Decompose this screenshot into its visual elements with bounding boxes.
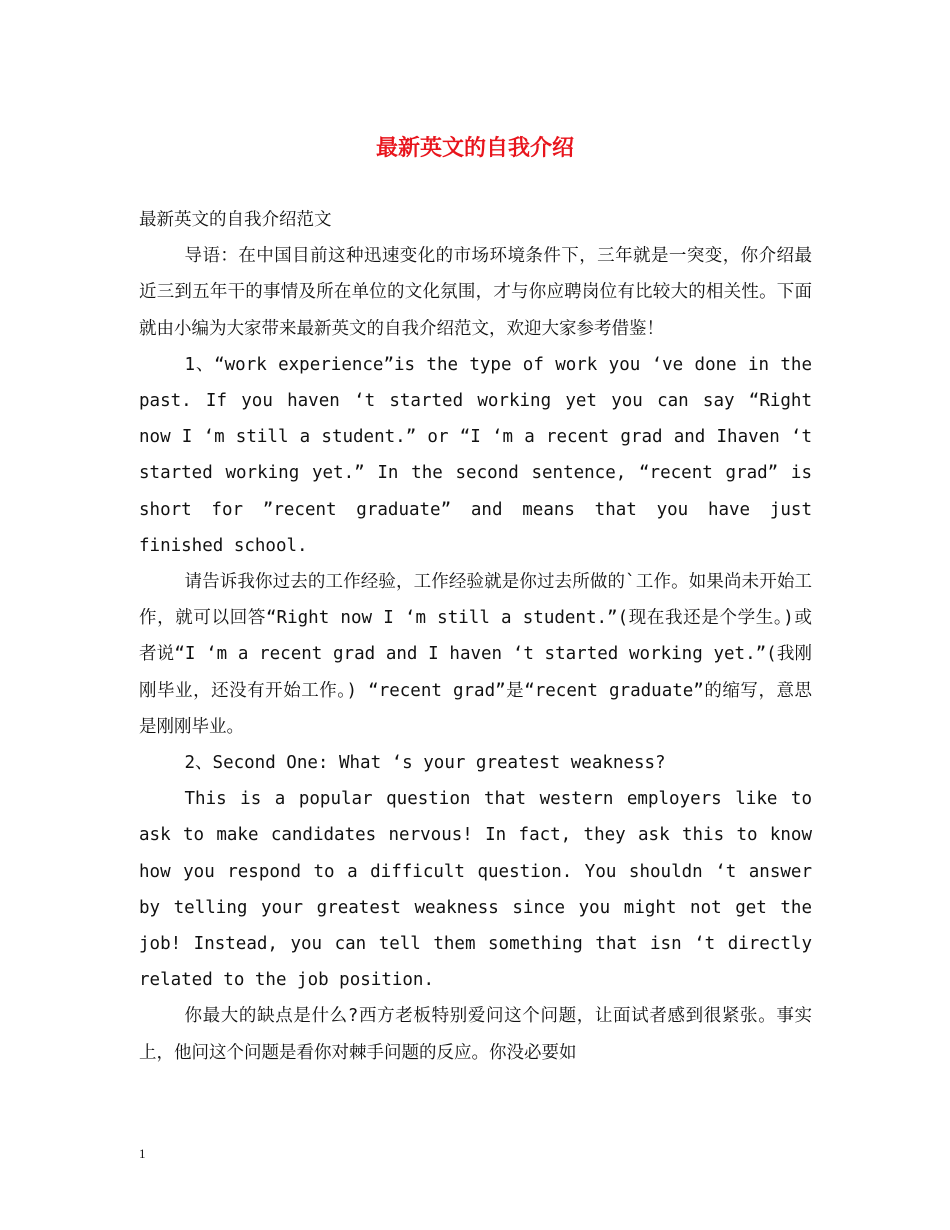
work-experience-translation-paragraph: 请告诉我你过去的工作经验，工作经验就是你过去所做的`工作。如果尚未开始工作，就可以回答“Right now I ‘m still a student.”(现在我还是个学生。)或者说“I ‘m a recent grad and I haven ‘t started working yet.”(我刚刚毕业，还没有开始工作。) “recent grad”是“recent graduate”的缩写，意思是刚刚毕业。 <box>139 572 812 737</box>
intro-paragraph: 导语：在中国目前这种迅速变化的市场环境条件下，三年就是一突变，你介绍最近三到五年干的事情及所在单位的文化氛围，才与你应聘岗位有比较大的相关性。下面就由小编为大家带来最新英文的自我介绍范文，欢迎大家参考借鉴！ <box>139 246 812 339</box>
document-body <box>139 202 812 1071</box>
document-title: 最新英文的自我介绍 <box>375 135 574 161</box>
greatest-weakness-heading: 2、Second One: What ‘s your greatest weakness? <box>184 753 666 774</box>
greatest-weakness-translation-paragraph: 你最大的缺点是什么?西方老板特别爱问这个问题，让面试者感到很紧张。事实上，他问这个问题是看你对棘手问题的反应。你没必要如 <box>139 1006 812 1063</box>
greatest-weakness-paragraph: This is a popular question that western employers like to ask to make candidates nervous! In fact, they ask this to know how you respond to a difficult question. You shouldn ‘t answer by telling your greatest weakness since you might not get the job! Instead, you can tell them something that isn ‘t directly related to the job position. <box>139 789 812 991</box>
work-experience-paragraph: 1、“work experience”is the type of work you ‘ve done in the past. If you haven ‘t started working yet you can say “Right now I ‘m still a student.” or “I ‘m a recent grad and Ihaven ‘t started working yet.” In the second sentence, “recent grad” is short for ”recent graduate” and means that you have just finished school. <box>139 354 812 556</box>
subtitle-line: 最新英文的自我介绍范文 <box>139 210 332 230</box>
page-number: 1 <box>139 1146 146 1161</box>
